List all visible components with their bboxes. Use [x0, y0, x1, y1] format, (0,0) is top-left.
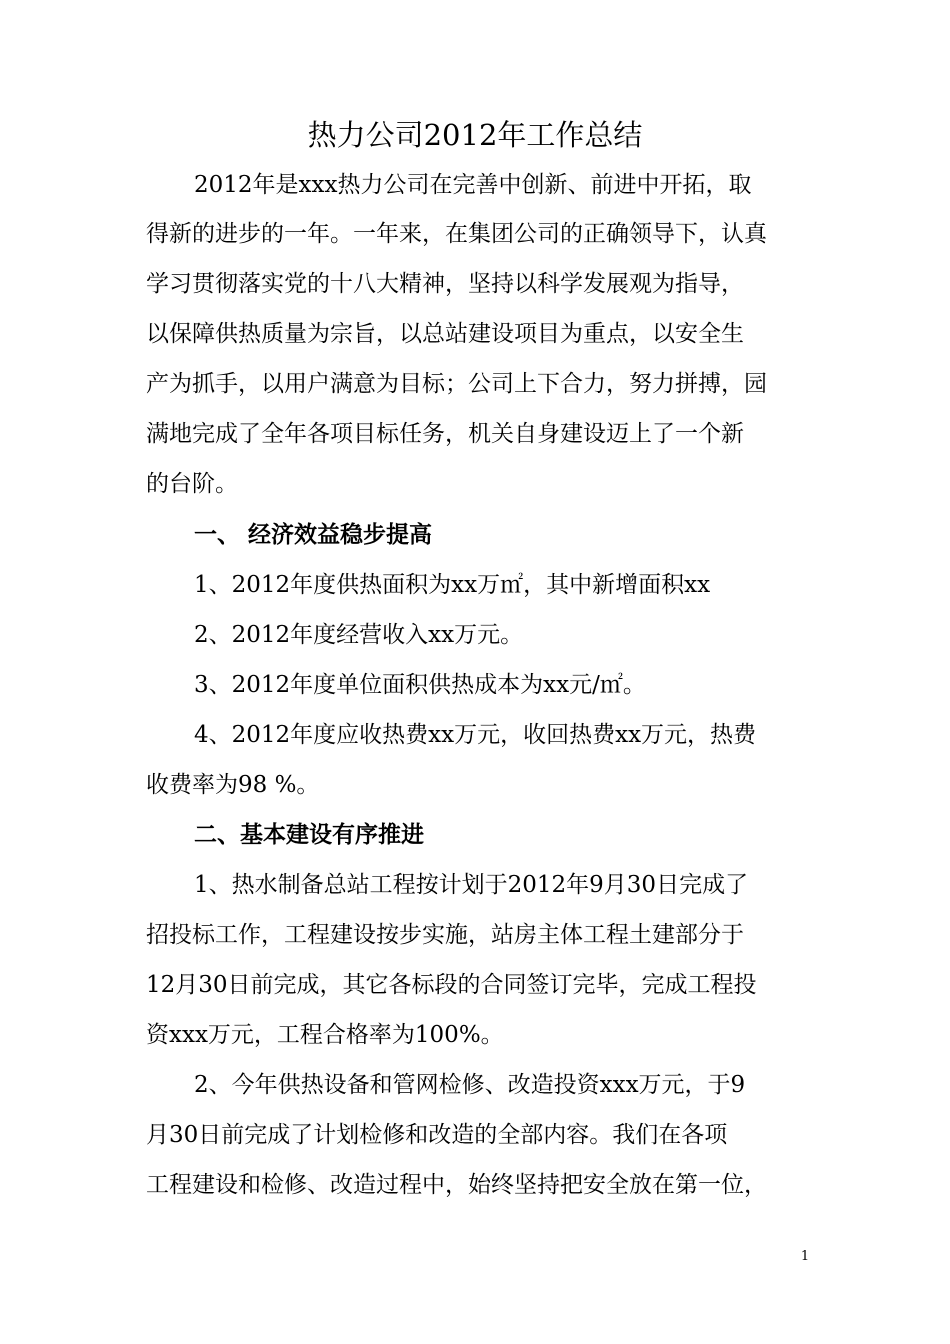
paragraph-line: 1、热水制备总站工程按计划于2012年9月30日完成了 [194, 872, 749, 898]
paragraph-line: 满地完成了全年各项目标任务，机关自身建设迈上了一个新 [146, 421, 744, 447]
paragraph-line: 资xxx万元，工程合格率为100%。 [146, 1022, 504, 1048]
paragraph-line: 12月30日前完成，其它各标段的合同签订完毕，完成工程投 [146, 972, 757, 998]
page-number: 1 [800, 1249, 810, 1264]
section-heading: 一、 经济效益稳步提高 [194, 521, 433, 548]
document-title: 热力公司2012年工作总结 [307, 118, 643, 152]
paragraph-line: 的台阶。 [146, 471, 238, 497]
list-item: 2、2012年度经营收入xx万元。 [194, 622, 524, 648]
paragraph-line: 以保障供热质量为宗旨，以总站建设项目为重点，以安全生 [146, 321, 744, 347]
paragraph-line: 招投标工作，工程建设按步实施，站房主体工程土建部分于 [146, 922, 744, 948]
paragraph-line: 产为抓手，以用户满意为目标；公司上下合力，努力拼搏，园 [146, 371, 767, 397]
paragraph-line: 学习贯彻落实党的十八大精神，坚持以科学发展观为指导， [146, 271, 744, 297]
paragraph-line: 月30日前完成了计划检修和改造的全部内容。我们在各项 [146, 1122, 728, 1148]
list-item: 1、2012年度供热面积为xx万㎡，其中新增面积xx [194, 572, 711, 598]
paragraph-line: 工程建设和检修、改造过程中，始终坚持把安全放在第一位， [146, 1172, 767, 1198]
list-item-continuation: 收费率为98 %。 [146, 772, 320, 798]
paragraph-line: 2、今年供热设备和管网检修、改造投资xxx万元，于9 [194, 1072, 746, 1098]
list-item: 3、2012年度单位面积供热成本为xx元/㎡。 [194, 672, 646, 698]
paragraph-line: 得新的进步的一年。一年来，在集团公司的正确领导下，认真 [146, 221, 767, 247]
paragraph-line: 2012年是xxx热力公司在完善中创新、前进中开拓，取 [194, 172, 752, 198]
list-item: 4、2012年度应收热费xx万元，收回热费xx万元，热费 [194, 722, 757, 748]
section-heading: 二、基本建设有序推进 [194, 821, 424, 848]
